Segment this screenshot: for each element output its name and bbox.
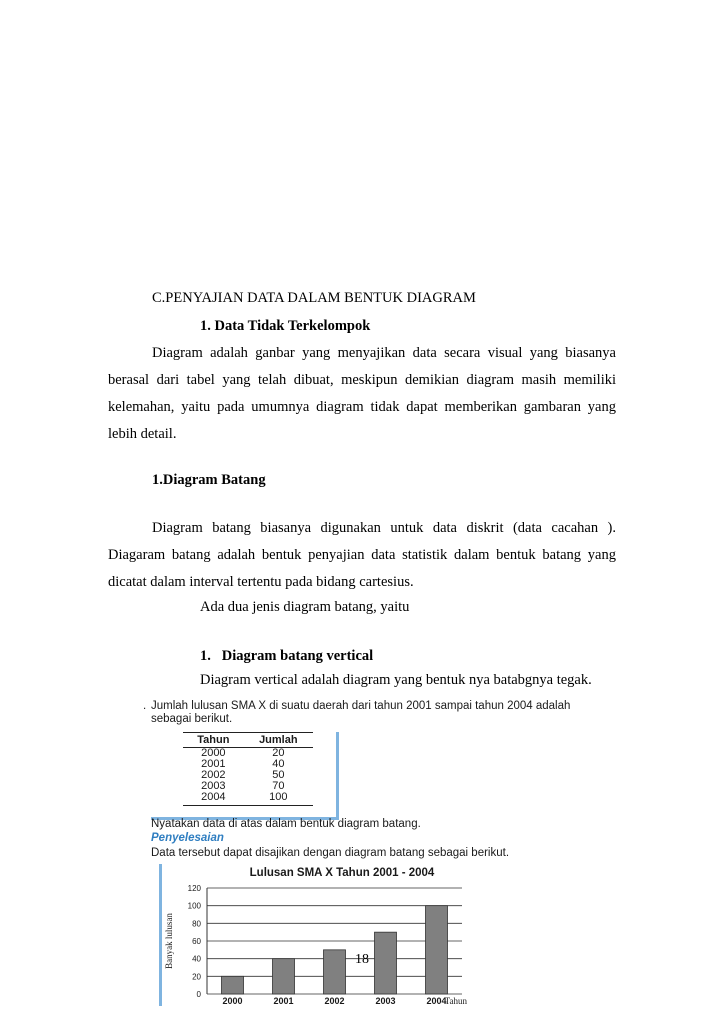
y-tick-label: 60 <box>192 937 201 946</box>
paragraph-1-line-4: lebih detail. <box>108 426 177 442</box>
x-tick-label: 2003 <box>375 996 396 1006</box>
figure-bullet: . <box>143 700 147 712</box>
section-heading: C.PENYAJIAN DATA DALAM BENTUK DIAGRAM <box>152 290 476 306</box>
table-cell-count: 100 <box>244 792 313 806</box>
paragraph-1-line-3: kelemahan, yaitu pada umumnya diagram tidak dapat memberikan gambaran yang <box>108 399 616 415</box>
table-cell-count: 50 <box>272 769 285 781</box>
x-tick-label: 2002 <box>324 996 345 1006</box>
y-tick-label: 20 <box>192 972 201 982</box>
page-number: 18 <box>355 952 369 967</box>
solution-label: Penyelesaian <box>151 832 224 844</box>
table-cell-year: 2000 <box>201 747 226 759</box>
solution-text: Data tersebut dapat disajikan dengan diagram batang sebagai berikut. <box>151 847 510 859</box>
table-cell-year: 2002 <box>201 769 226 781</box>
paragraph-1-line-2: berasal dari tabel yang telah dibuat, meskipun demikian diagram masih memiliki <box>108 372 616 388</box>
y-tick-label: 0 <box>196 990 201 999</box>
subheading: 1. Data Tidak Terkelompok <box>200 318 371 334</box>
chart-frame <box>159 864 472 1006</box>
y-tick-label: 100 <box>187 901 201 911</box>
list-item-1: 1. Diagram batang vertical <box>200 648 374 664</box>
paragraph-2-line-1: Diagram batang biasanya digunakan untuk data diskrit (data cacahan ). <box>152 520 616 536</box>
table-cell-year: 2001 <box>201 758 226 770</box>
list-item-1-desc: Diagram vertical adalah diagram yang bentuk nya batabgnya tegak. <box>200 672 592 688</box>
table-cell-year: 2003 <box>201 780 226 792</box>
table-cell-year: 2004 <box>183 792 244 806</box>
bar-chart <box>162 864 469 1006</box>
data-table <box>183 732 313 806</box>
problem-line-1: Jumlah lulusan SMA X di suatu daerah dari tahun 2001 sampai tahun 2004 adalah <box>151 700 571 712</box>
y-axis-label: Banyak lulusan <box>164 913 174 969</box>
x-tick-label: 2004 <box>426 996 447 1006</box>
example-figure <box>143 696 615 1006</box>
table-cell-count: 20 <box>272 747 285 759</box>
paragraph-1-line-1: Diagram adalah ganbar yang menyajikan data secara visual yang biasanya <box>152 345 616 361</box>
problem-line-2: sebagai berikut. <box>151 713 233 725</box>
table-row <box>183 792 313 806</box>
paragraph-2-line-3: dicatat dalam interval tertentu pada bidang cartesius. <box>108 574 414 590</box>
table-cell-count: 70 <box>272 780 285 792</box>
table-header-tahun: Tahun <box>183 733 244 748</box>
table-cell-count: 40 <box>272 758 285 770</box>
table-header-jumlah: Jumlah <box>244 733 313 748</box>
y-tick-label: 120 <box>187 884 201 893</box>
bar-2004 <box>426 906 448 994</box>
intro-types: Ada dua jenis diagram batang, yaitu <box>200 599 410 615</box>
bar-2002 <box>324 950 346 994</box>
bar-2001 <box>273 959 295 994</box>
bar-2000 <box>222 976 244 994</box>
bar-2003 <box>375 932 397 994</box>
data-table-frame <box>151 732 339 820</box>
question-text: Nyatakan data di atas dalam bentuk diagram batang. <box>151 818 421 830</box>
y-tick-label: 80 <box>192 919 201 929</box>
x-tick-label: 2000 <box>222 996 243 1006</box>
x-axis-label: Tahun <box>444 996 467 1006</box>
x-tick-label: 2001 <box>273 996 294 1006</box>
chart-title: Lulusan SMA X Tahun 2001 - 2004 <box>249 867 435 879</box>
paragraph-2-line-2: Diagaram batang adalah bentuk penyajian data statistik dalam bentuk batang yang <box>108 547 616 563</box>
section-title: 1.Diagram Batang <box>152 472 266 488</box>
y-tick-label: 40 <box>192 954 201 964</box>
